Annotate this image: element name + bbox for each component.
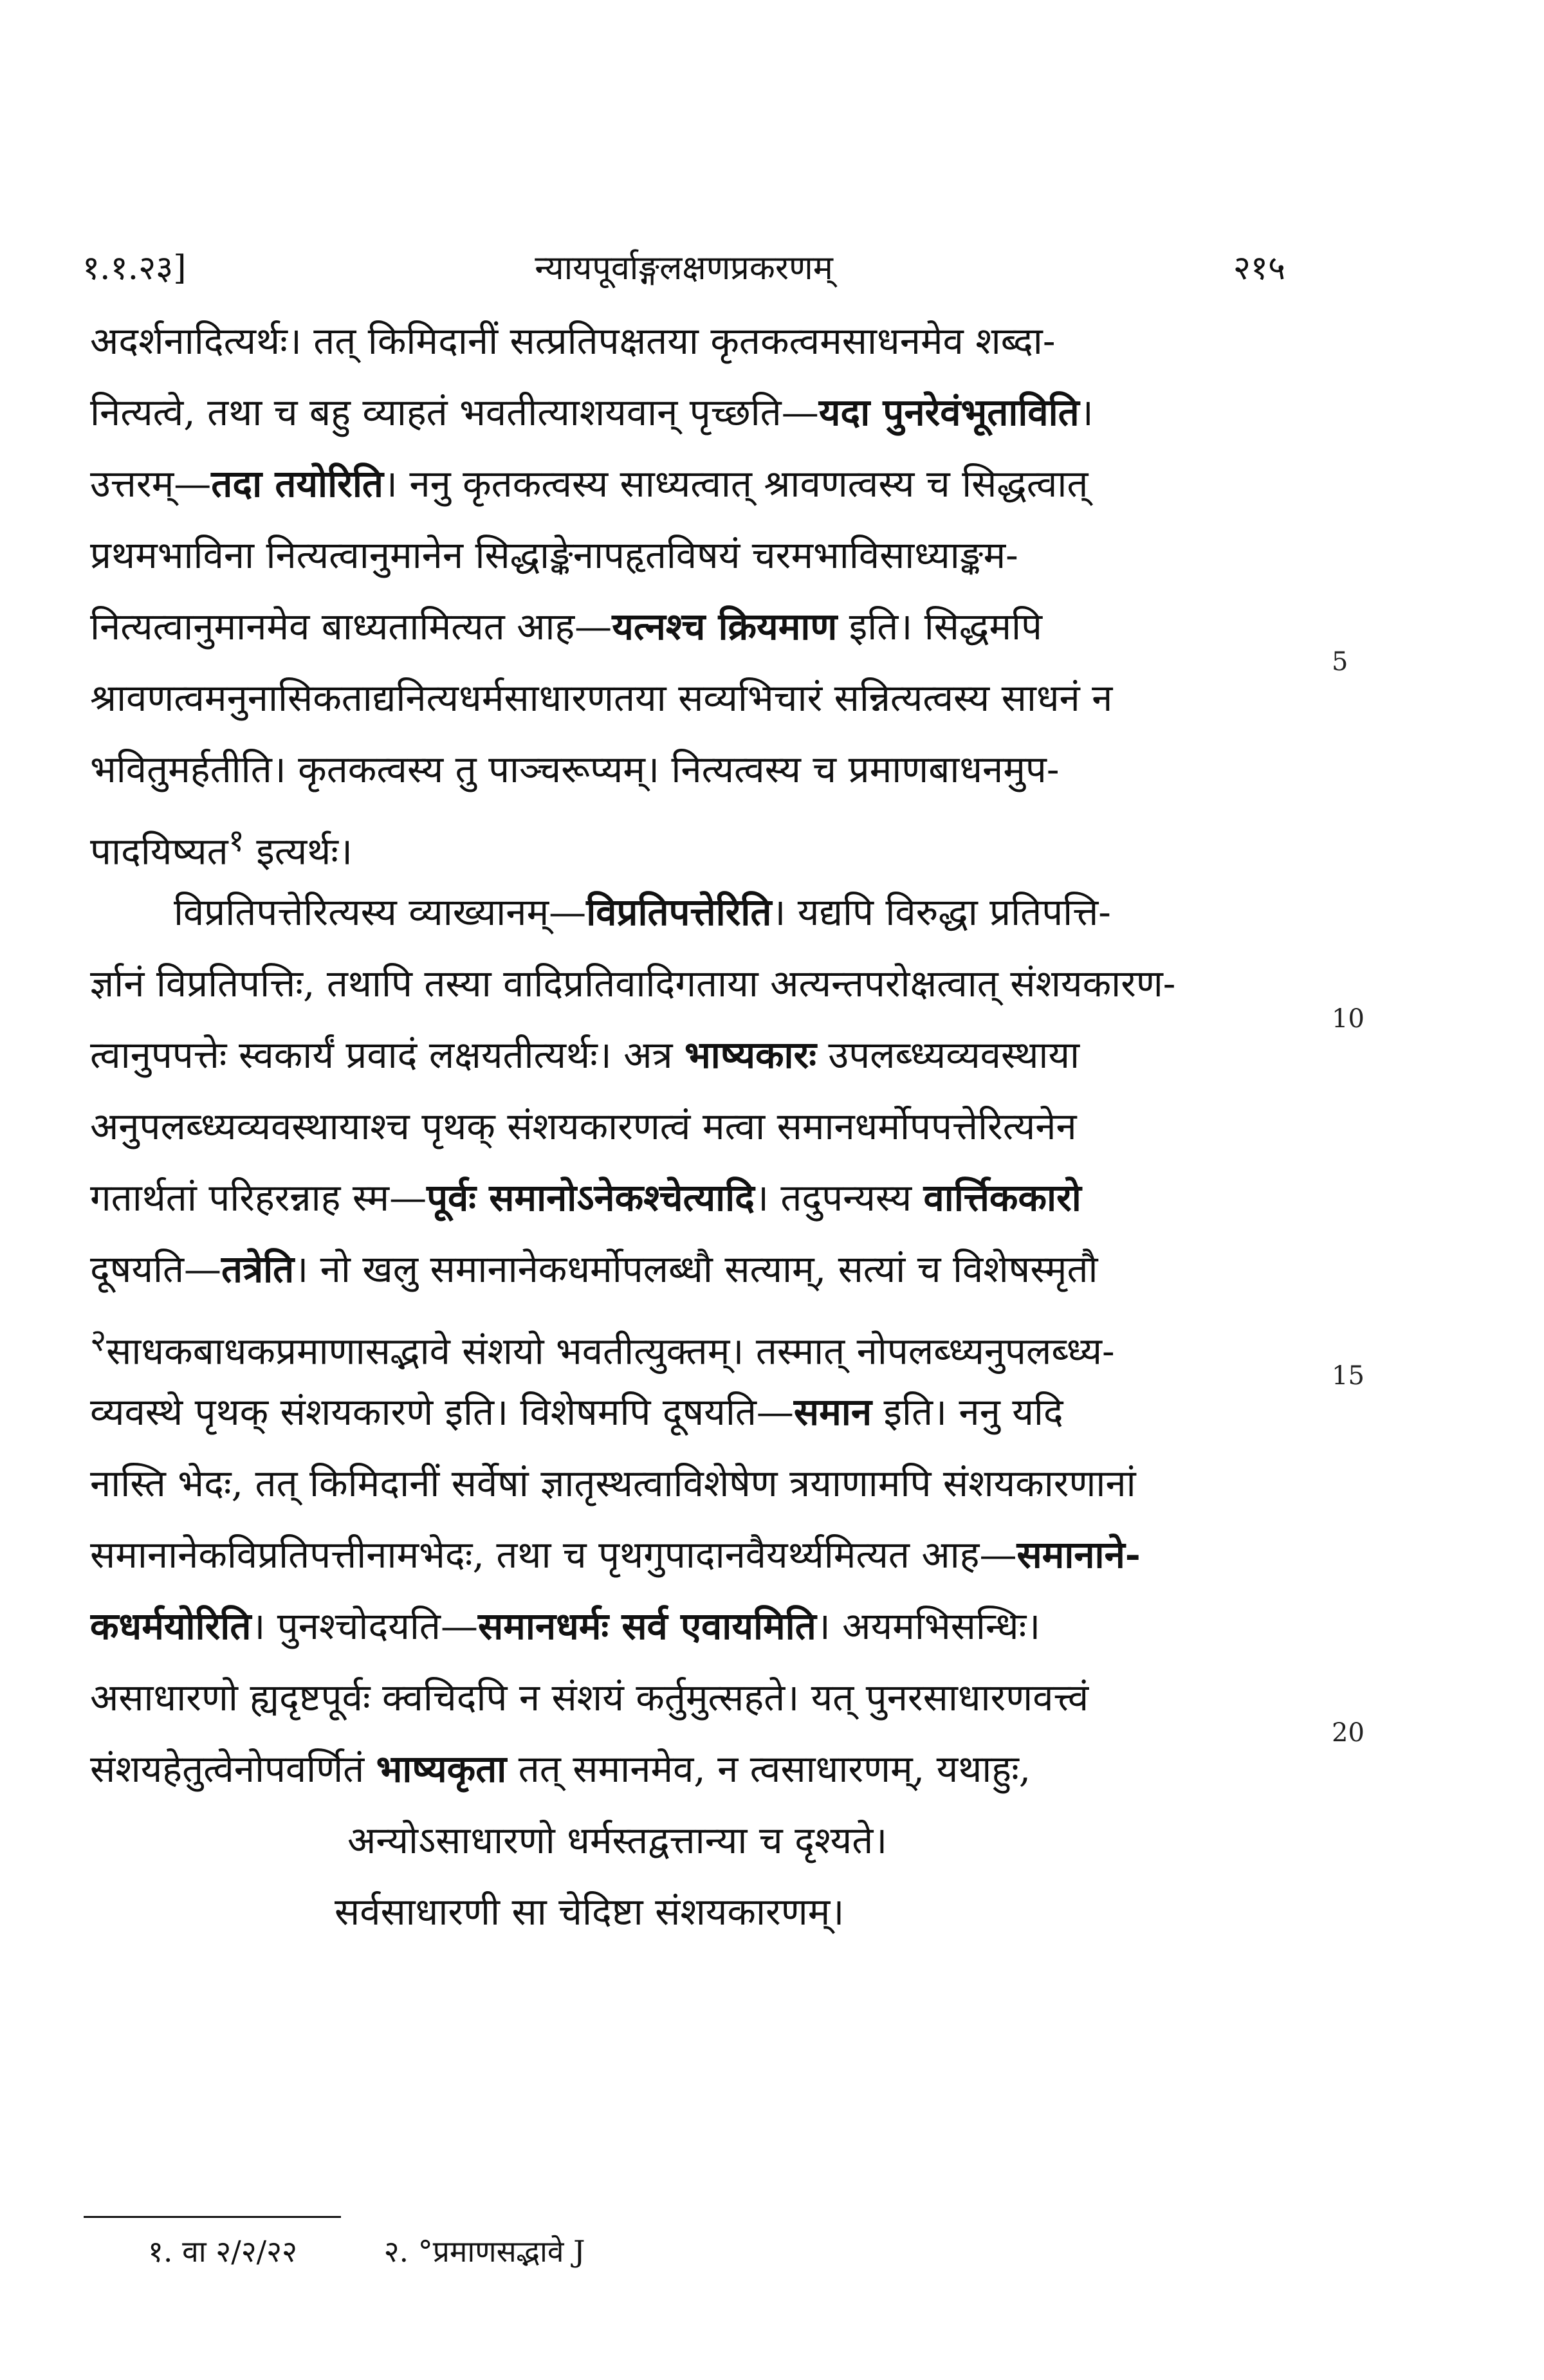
text-line-3 [90, 448, 1287, 520]
margin-line-number: 20 [1332, 1718, 1365, 1748]
text-run: । [1079, 390, 1094, 434]
emphasized-text: पूर्वः समानोऽनेकश्चेत्यादि [427, 1176, 755, 1220]
text-line-18 [90, 1519, 1287, 1591]
text-run: संशयहेतुत्वेनोपवर्णितं [90, 1747, 376, 1791]
text-line-17 [90, 1448, 1287, 1519]
text-run: उत्तरम्— [90, 462, 212, 506]
text-line-14 [90, 1234, 1287, 1305]
text-line-4 [90, 520, 1287, 591]
footnotes [148, 2226, 663, 2277]
text-run: तत् समानमेव, न त्वसाधारणम्, यथाहुः, [506, 1747, 1031, 1791]
text-run: । पुनश्चोदयति— [251, 1604, 478, 1648]
emphasized-text: तत्रेति [221, 1247, 295, 1291]
text-line-13 [90, 1162, 1287, 1234]
text-line-10 [90, 948, 1287, 1020]
section-reference: १.१.२३] [82, 249, 187, 288]
footnote-marker: २ [90, 1323, 107, 1359]
footnote-1: १. वा २/२/२२ [148, 2234, 297, 2269]
verse-line-2 [90, 1876, 1287, 1948]
text-line-21 [90, 1734, 1287, 1805]
emphasized-text: वार्त्तिककारो [923, 1176, 1081, 1220]
emphasized-text: यत्नश्च क्रियमाण [612, 605, 838, 648]
margin-line-number: 5 [1332, 647, 1348, 677]
emphasized-text: कधर्मयोरिति [90, 1604, 252, 1648]
main-text [90, 306, 1287, 1948]
text-line-8 [90, 805, 1287, 877]
text-run: अन्योऽसाधारणो धर्मस्तद्वत्तान्या च दृश्यते। [347, 1818, 888, 1862]
margin-line-number: 15 [1332, 1361, 1365, 1391]
margin-line-number: 10 [1332, 1004, 1365, 1034]
text-line-2 [90, 377, 1287, 448]
emphasized-text: भाष्यकृता [376, 1747, 507, 1791]
text-run: श्रावणत्वमनुनासिकताद्यनित्यधर्मसाधारणतया सव्यभिचारं सन्नित्यत्वस्य साधनं न [90, 676, 1113, 720]
text-run: र्ज्ञानं विप्रतिपत्तिः, तथापि तस्या वादिप्रतिवादिगताया अत्यन्तपरोक्षत्वात् संशयकारण- [90, 962, 1176, 1005]
emphasized-text: तदा तयोरिति [211, 462, 383, 506]
text-run: प्रथमभाविना नित्यत्वानुमानेन सिद्धाङ्केनापहृतविषयं चरमभाविसाध्याङ्कम- [90, 533, 1018, 577]
text-run: अदर्शनादित्यर्थः। तत् किमिदानीं सत्प्रतिपक्षतया कृतकत्वमसाधनमेव शब्दा- [90, 319, 1056, 363]
text-run: नित्यत्वे, तथा च बहु व्याहतं भवतीत्याशयवान् पृच्छति— [90, 390, 819, 434]
text-line-19 [90, 1591, 1287, 1662]
text-run: नास्ति भेदः, तत् किमिदानीं सर्वेषां ज्ञातृस्थत्वाविशेषेण त्रयाणामपि संशयकारणानां [90, 1461, 1136, 1505]
text-run: इत्यर्थः। [244, 829, 353, 874]
text-line-6 [90, 663, 1287, 734]
text-run: इति। ननु यदि [872, 1390, 1063, 1434]
emphasized-text: यदा पुनरेवंभूताविति [818, 390, 1080, 434]
emphasized-text: समानधर्मः सर्व एवायमिति [477, 1604, 816, 1648]
text-run: । यद्यपि विरुद्धा प्रतिपत्ति- [771, 890, 1111, 934]
running-header [82, 239, 1285, 297]
text-run: असाधारणो ह्यदृष्टपूर्वः क्वचिदपि न संशयं कर्तुमुत्सहते। यत् पुनरसाधारणवत्त्वं [90, 1676, 1089, 1719]
text-line-1 [90, 306, 1287, 377]
text-run: साधकबाधकप्रमाणासद्भावे संशयो भवतीत्युक्तम्। तस्मात् नोपलब्ध्यनुपलब्ध्य- [106, 1329, 1115, 1373]
text-run: । अयमभिसन्धिः। [816, 1604, 1041, 1648]
text-run: नित्यत्वानुमानमेव बाध्यतामित्यत आह— [90, 605, 612, 648]
footnote-marker: १ [228, 823, 244, 859]
text-run: पादयिष्यत [90, 829, 228, 874]
text-run: समानानेकविप्रतिपत्तीनामभेदः, तथा च पृथगुपादानवैयर्थ्यमित्यत आह— [90, 1533, 1017, 1577]
emphasized-text: विप्रतिपत्तेरिति [586, 890, 772, 934]
text-line-12 [90, 1091, 1287, 1162]
text-run: अनुपलब्ध्यव्यवस्थायाश्च पृथक् संशयकारणत्वं मत्वा समानधर्मोपपत्तेरित्यनेन [90, 1104, 1077, 1148]
text-run: भवितुमर्हतीति। कृतकत्वस्य तु पाञ्चरूप्यम्। नित्यत्वस्य च प्रमाणबाधनमुप- [90, 747, 1060, 791]
footnote-rule [84, 2216, 341, 2218]
text-run: । नो खलु समानानेकधर्मोपलब्धौ सत्याम्, सत्यां च विशेषस्मृतौ [294, 1247, 1098, 1291]
text-line-9 [90, 877, 1287, 948]
text-line-5 [90, 591, 1287, 663]
text-run: सर्वसाधारणी सा चेदिष्टा संशयकारणम्। [335, 1890, 845, 1934]
text-run: । ननु कृतकत्वस्य साध्यत्वात् श्रावणत्वस्य च सिद्धत्वात् [383, 462, 1089, 506]
text-line-15 [90, 1305, 1287, 1377]
text-line-16 [90, 1377, 1287, 1448]
text-run: इति। सिद्धमपि [837, 605, 1042, 648]
footnote-2: २. °प्रमाणसद्भावे J [383, 2234, 585, 2269]
text-run: त्वानुपपत्तेः स्वकार्यं प्रवादं लक्षयतीत्यर्थः। अत्र [90, 1033, 685, 1077]
text-run: व्यवस्थे पृथक् संशयकारणे इति। विशेषमपि दूषयति— [90, 1390, 794, 1434]
text-run: । तदुपन्यस्य [754, 1176, 924, 1220]
chapter-title: न्यायपूर्वाङ्गलक्षणप्रकरणम् [535, 249, 833, 288]
text-run: विप्रतिपत्तेरित्यस्य व्याख्यानम्— [174, 890, 587, 934]
text-line-20 [90, 1662, 1287, 1734]
text-run: गतार्थतां परिहरन्नाह स्म— [90, 1176, 427, 1220]
text-line-11 [90, 1020, 1287, 1091]
text-line-7 [90, 734, 1287, 805]
verse-line-1 [90, 1805, 1287, 1876]
emphasized-text: भाष्यकारः [684, 1033, 816, 1077]
text-run: दूषयति— [90, 1247, 222, 1291]
text-run: उपलब्ध्यव्यवस्थाया [816, 1033, 1080, 1077]
page-number: २१५ [1233, 249, 1285, 288]
emphasized-text: समान [793, 1390, 872, 1434]
emphasized-text: समानाने- [1016, 1533, 1141, 1577]
